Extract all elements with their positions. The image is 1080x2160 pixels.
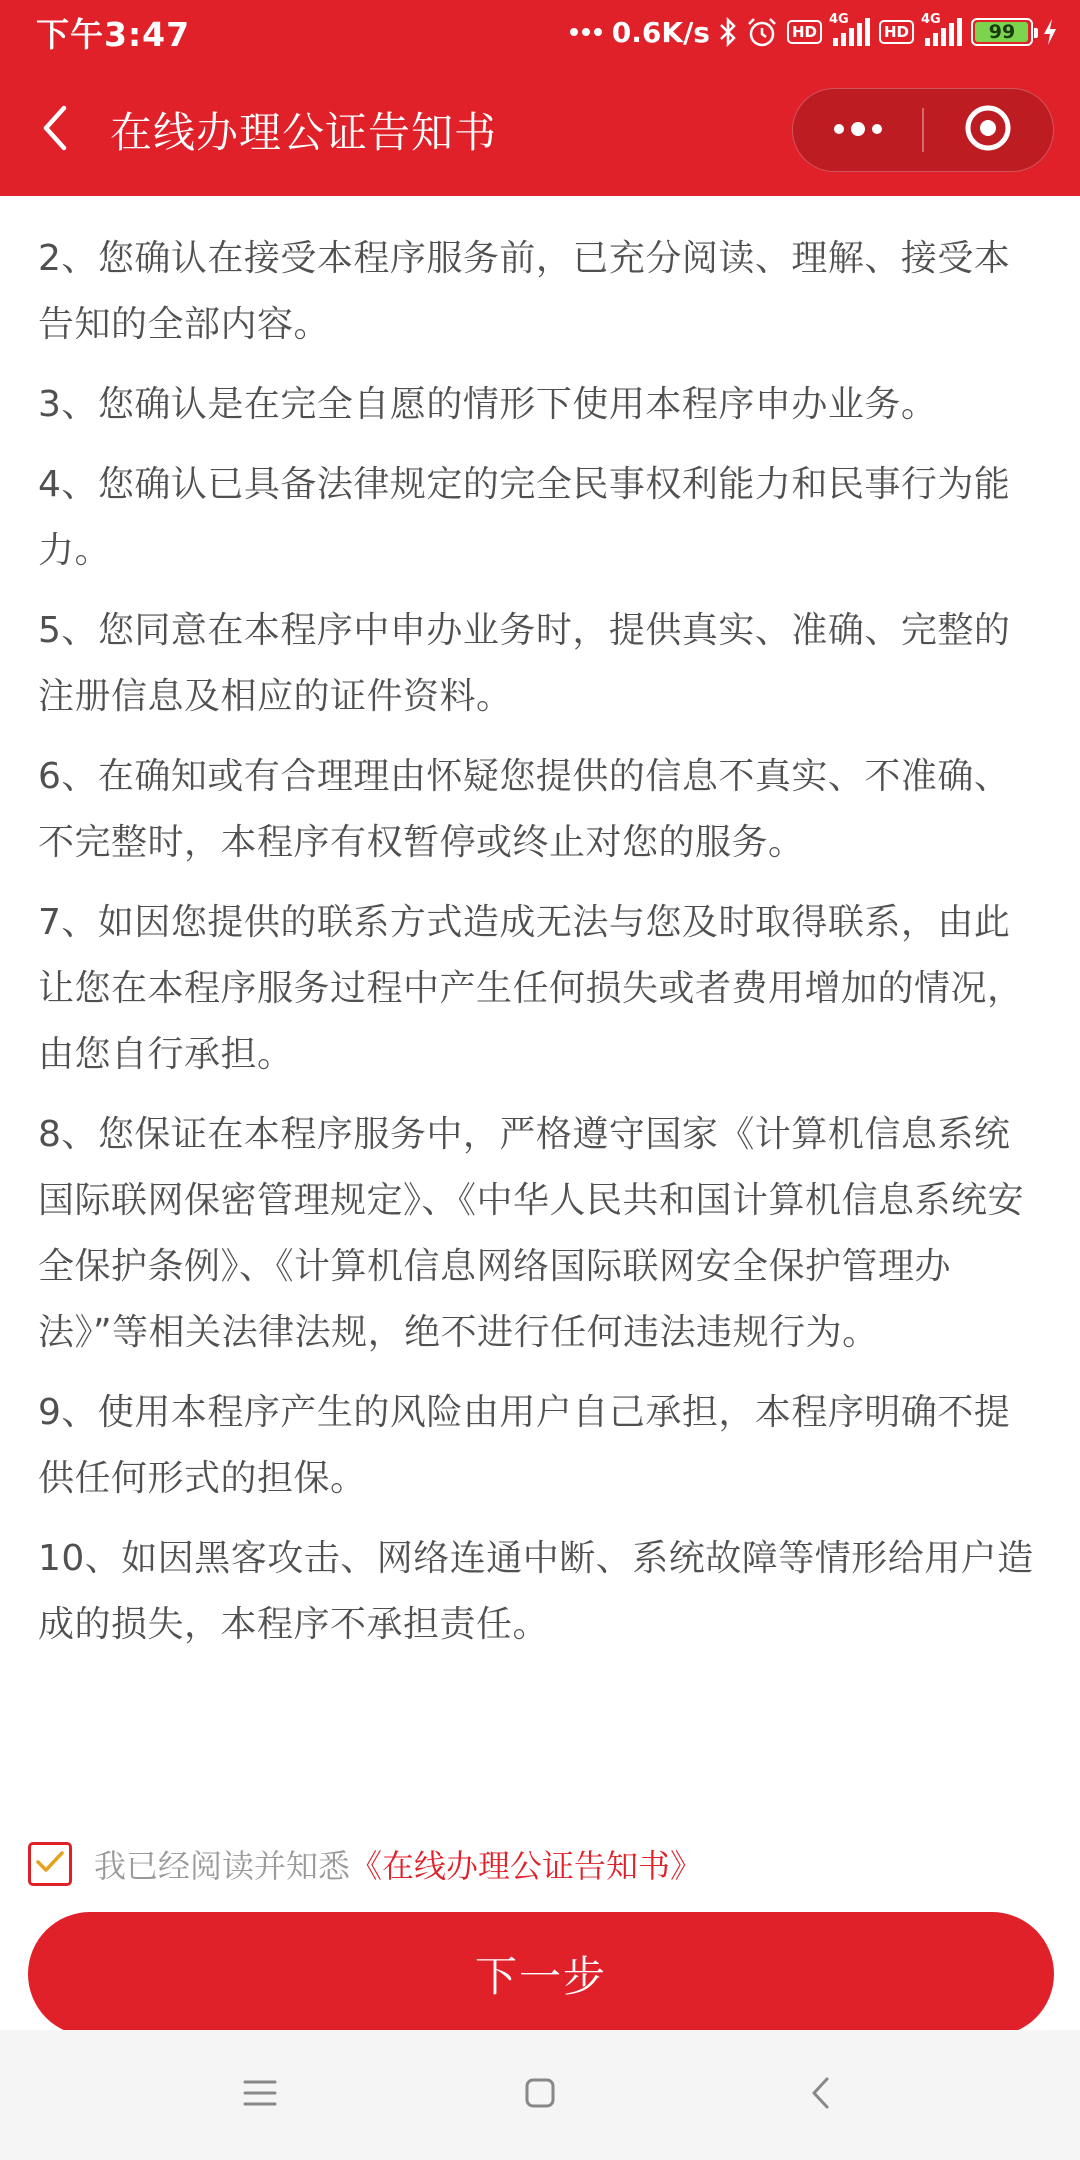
bluetooth-icon	[719, 17, 737, 47]
clause-9: 9、使用本程序产生的风险由用户自己承担，本程序明确不提供任何形式的担保。	[38, 1392, 1011, 1499]
dots-icon	[569, 27, 603, 37]
home-button[interactable]	[510, 2065, 570, 2125]
back-chevron-icon	[810, 2076, 830, 2114]
hd-icon: HD	[787, 20, 822, 44]
clause-10: 10、如因黑客攻击、网络连通中断、系统故障等情形给用户造成的损失，本程序不承担责任。	[38, 1538, 1034, 1645]
nav-bar	[0, 64, 1080, 196]
more-dots-icon	[831, 121, 885, 140]
status-time: 下午3:47	[36, 14, 191, 54]
agreement-row	[0, 1826, 1080, 1902]
clause-2: 2、您确认在接受本程序服务前，已充分阅读、理解、接受本告知的全部内容。	[38, 238, 1011, 345]
battery-level: 99	[988, 21, 1016, 43]
back-button[interactable]	[0, 64, 110, 196]
next-step-button[interactable]: 下一步	[28, 1912, 1054, 2036]
close-mini-program-button[interactable]	[924, 88, 1053, 172]
system-back-button[interactable]	[790, 2065, 850, 2125]
clause-6: 6、在确知或有合理理由怀疑您提供的信息不真实、不准确、不完整时，本程序有权暂停或终止对您的服务。	[38, 756, 1011, 863]
agreement-text: 我已经阅读并知悉	[94, 1847, 351, 1885]
system-nav-bar	[0, 2030, 1080, 2160]
clause-4: 4、您确认已具备法律规定的完全民事权利能力和民事行为能力。	[38, 464, 1011, 571]
charging-icon	[1042, 18, 1058, 46]
alarm-icon	[746, 16, 778, 48]
page-title: 在线办理公证告知书	[110, 108, 498, 157]
menu-icon	[243, 2079, 277, 2111]
clause-7: 7、如因您提供的联系方式造成无法与您及时取得联系，由此让您在本程序服务过程中产生任何损失或者费用增加的情况，由您自行承担。	[38, 902, 1024, 1075]
checkmark-icon	[35, 1850, 65, 1878]
notice-content[interactable]	[0, 196, 1080, 1826]
network-type: 4G	[828, 12, 849, 27]
network-speed: 0.6K/s	[611, 15, 710, 49]
target-circle-icon	[963, 103, 1013, 157]
clause-3: 3、您确认是在完全自愿的情形下使用本程序申办业务。	[38, 384, 938, 425]
signal-icon	[921, 12, 962, 46]
notice-link[interactable]: 《在线办理公证告知书》	[350, 1847, 703, 1885]
signal-icon	[828, 12, 870, 46]
clause-8: 8、您保证在本程序服务中，严格遵守国家《计算机信息系统国际联网保密管理规定》、《中华人民共和国计算机信息系统安全保护条例》、《计算机信息网络国际联网安全保护管理办法》”等相关法律法规，绝不进行任何违法违规行为。	[38, 1114, 1025, 1353]
agree-checkbox[interactable]	[28, 1842, 72, 1886]
hd-icon: HD	[879, 20, 914, 44]
status-icons	[569, 12, 1058, 49]
recent-apps-button[interactable]	[230, 2065, 290, 2125]
back-arrow-icon	[40, 104, 70, 156]
more-button[interactable]	[793, 88, 922, 172]
network-type: 4G	[921, 12, 941, 27]
home-square-icon	[524, 2077, 556, 2113]
battery-icon	[971, 18, 1033, 46]
clause-5: 5、您同意在本程序中申办业务时，提供真实、准确、完整的注册信息及相应的证件资料。	[38, 610, 1011, 717]
mini-program-capsule	[792, 88, 1054, 172]
status-bar	[0, 0, 1080, 64]
